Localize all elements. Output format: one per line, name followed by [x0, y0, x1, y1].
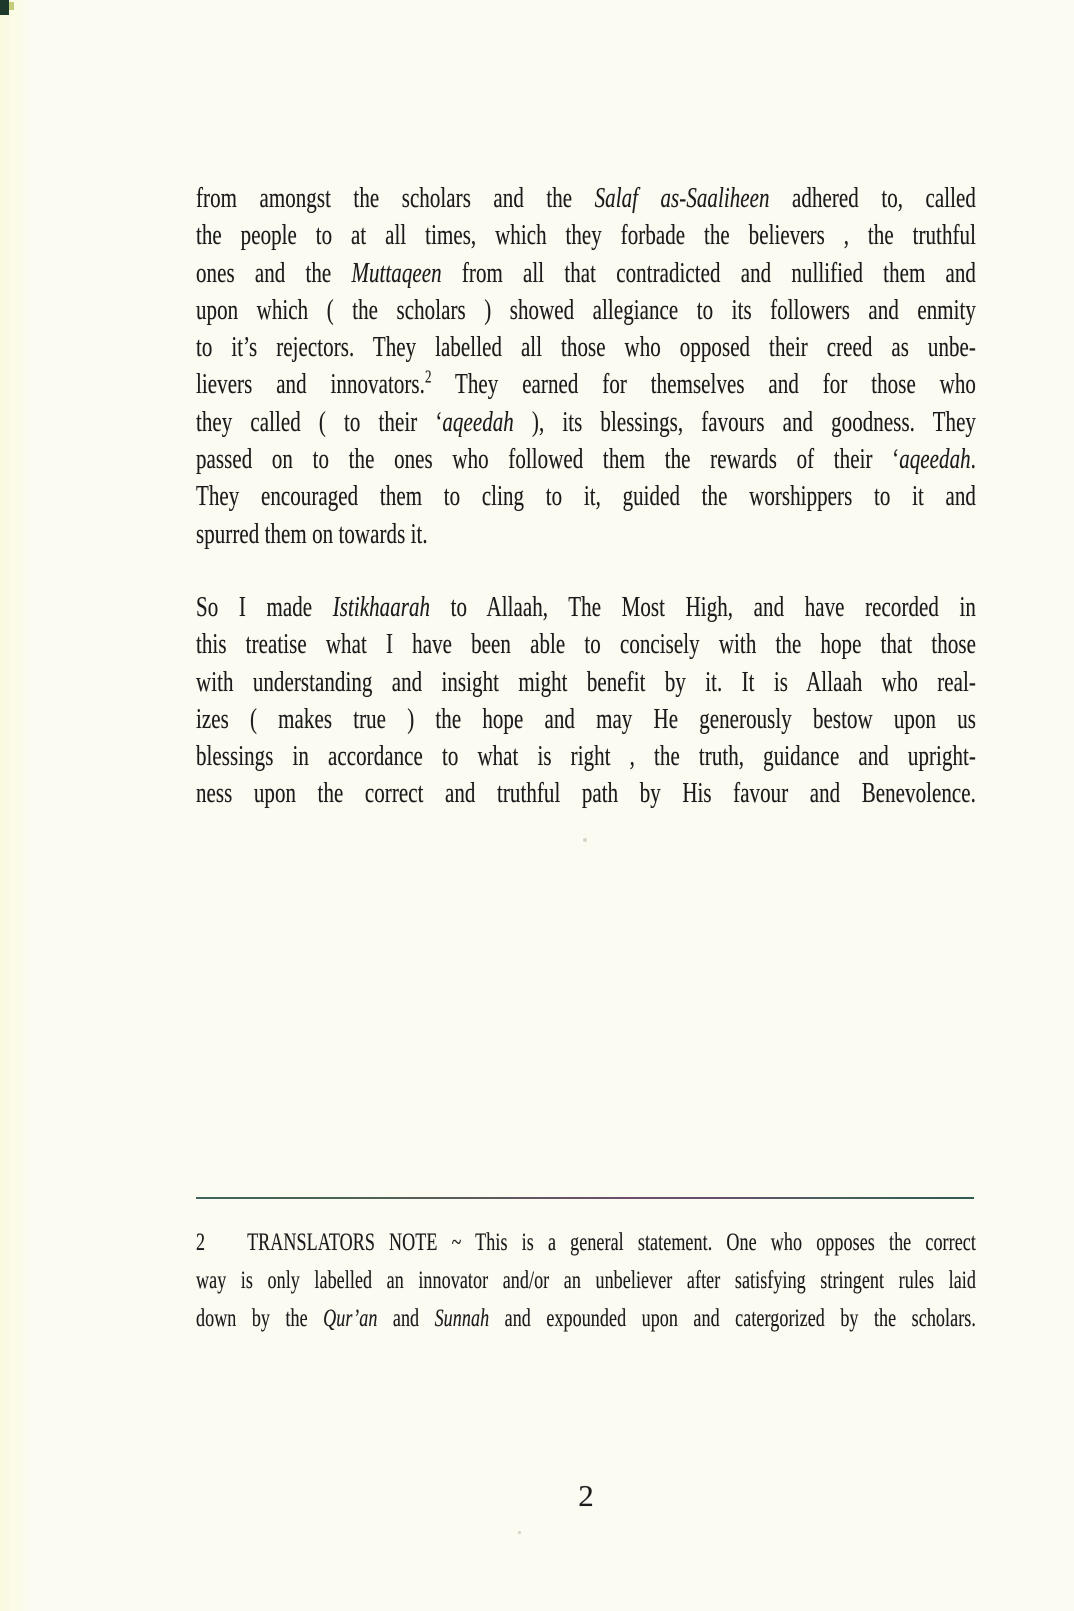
- body-text-block: [196, 180, 976, 813]
- text-segment: ones and the: [196, 256, 352, 289]
- footnote-reference-superscript: 2: [424, 366, 432, 387]
- text-segment: So I made: [196, 590, 333, 623]
- paragraph-1: [196, 180, 976, 553]
- text-line: [196, 404, 976, 441]
- text-line: [196, 180, 976, 217]
- text-segment: to it’s rejectors. They labelled all those who opposed their creed as unbe-: [196, 331, 976, 364]
- text-segment: .: [970, 443, 976, 476]
- italic-term: Salaf as-Saaliheen: [594, 182, 770, 214]
- text-line: [196, 329, 976, 366]
- page-edge-strip: [0, 0, 30, 1611]
- text-line: [196, 738, 976, 775]
- italic-term: Muttaqeen: [351, 256, 442, 289]
- text-line: [196, 1224, 976, 1262]
- text-segment: they called ( to their ‘: [196, 405, 443, 438]
- text-segment: from amongst the scholars and the: [196, 182, 595, 214]
- text-line: [196, 478, 976, 515]
- page-number: 2: [578, 1478, 594, 1513]
- text-line: [196, 516, 976, 553]
- italic-term: Sunnah: [434, 1305, 490, 1332]
- text-segment: lievers and innovators.: [196, 368, 425, 401]
- text-segment: ), its blessings, favours and goodness. They: [513, 405, 976, 438]
- text-line: [196, 1262, 976, 1300]
- text-segment: adhered to, called: [769, 182, 976, 214]
- text-segment: passed on to the ones who followed them the rewards of their ‘: [196, 443, 900, 476]
- text-line: [196, 701, 976, 738]
- text-line: [196, 589, 976, 626]
- text-segment: and: [377, 1305, 435, 1332]
- italic-term: Qur’an: [323, 1305, 378, 1332]
- text-line: [196, 292, 976, 329]
- text-segment: They earned for themselves and for those who: [431, 368, 976, 401]
- text-segment: izes ( makes true ) the hope and may He generously bestow upon us: [196, 702, 976, 735]
- text-line: [196, 664, 976, 701]
- text-segment: the people to at all times, which they forbade the believers , the truthful: [196, 219, 976, 252]
- text-line: [196, 1300, 976, 1338]
- text-line: [196, 441, 976, 478]
- translators-footnote: [196, 1224, 976, 1338]
- text-line: [196, 255, 976, 292]
- text-segment: down by the: [196, 1305, 324, 1332]
- text-segment: blessings in accordance to what is right , the truth, guidance and upright-: [196, 740, 976, 773]
- text-segment: and expounded upon and catergorized by the scholars.: [489, 1305, 976, 1332]
- italic-term: Istikhaarah: [332, 590, 431, 623]
- text-segment: this treatise what I have been able to concisely with the hope that those: [196, 628, 976, 661]
- text-segment: 2 TRANSLATORS NOTE ~ This is a general statement. One who opposes the correct: [196, 1229, 976, 1256]
- scan-corner-artifact: [0, 0, 9, 15]
- text-segment: with understanding and insight might benefit by it. It is Allaah who real-: [196, 665, 976, 698]
- footnote-divider-rule: [196, 1197, 974, 1199]
- text-line: [196, 775, 976, 812]
- scan-speck: [518, 1531, 521, 1534]
- text-line: [196, 626, 976, 663]
- italic-term: aqeedah: [442, 405, 514, 438]
- text-segment: upon which ( the scholars ) showed allegiance to its followers and enmity: [196, 293, 976, 326]
- text-segment: spurred them on towards it.: [196, 517, 428, 550]
- text-segment: ness upon the correct and truthful path by His favour and Benevolence.: [196, 777, 976, 810]
- text-segment: from all that contradicted and nullified them and: [441, 256, 976, 289]
- scan-speck: [583, 838, 587, 842]
- text-segment: way is only labelled an innovator and/or an unbeliever after satisfying stringent rules laid: [196, 1267, 976, 1294]
- scan-corner-artifact-accent: [9, 2, 14, 10]
- paragraph-2: [196, 589, 976, 813]
- text-line: [196, 217, 976, 254]
- text-segment: to Allaah, The Most High, and have recorded in: [430, 590, 976, 623]
- text-segment: They encouraged them to cling to it, guided the worshippers to it and: [196, 480, 976, 513]
- text-line: [196, 366, 976, 403]
- italic-term: aqeedah: [899, 443, 971, 476]
